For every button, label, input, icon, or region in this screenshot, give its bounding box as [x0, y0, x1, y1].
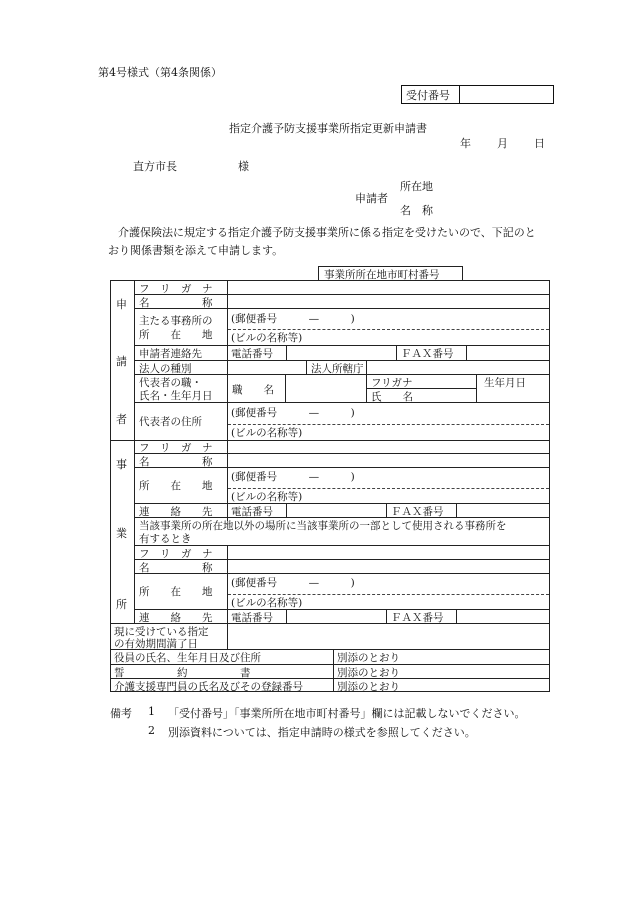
receipt-box: [401, 85, 554, 104]
note-2-number: 2: [148, 724, 155, 737]
rep-address-label: 代表者の住所: [139, 416, 202, 428]
business-section-char-2: 業: [116, 527, 127, 540]
validity-label-2: の有効期間満了日: [114, 638, 198, 650]
business-phone-label: 電話番号: [231, 506, 273, 518]
applicant-contact-label: 申請者連絡先: [139, 348, 202, 360]
rep-title-label-2: 氏名・生年月日: [139, 390, 213, 402]
branch-building-name[interactable]: (ビルの名称等): [231, 597, 303, 609]
addressee: 直方市長: [133, 160, 177, 173]
main-office-label-2: 所 在 地: [139, 329, 213, 341]
date-day: 日: [534, 137, 545, 150]
branch-furigana-label: フ リ ガ ナ: [139, 548, 213, 560]
business-building-name[interactable]: (ビルの名称等): [231, 491, 303, 503]
specialists-value: 別添のとおり: [337, 681, 400, 693]
business-furigana-label: フ リ ガ ナ: [139, 442, 213, 454]
applicant-section-char-2: 請: [116, 355, 127, 368]
pledge-value: 別添のとおり: [337, 667, 400, 679]
branch-name-label: 名 称: [139, 562, 213, 574]
applicant-section-char-3: 者: [116, 413, 127, 426]
applicant-name-label: 名 称: [139, 297, 213, 309]
intro-line-1: 介護保険法に規定する指定介護予防支援事業所に係る指定を受けたいので、下記のと: [118, 226, 536, 239]
branch-fax-label: ＦＡＸ番号: [391, 612, 444, 624]
note-2-text: 別添資料については、指定申請時の様式を参照してください。: [168, 726, 476, 739]
applicant-address-label: 所在地: [400, 180, 433, 193]
officers-label: 役員の氏名、生年月日及び住所: [114, 652, 261, 664]
rep-building-name[interactable]: (ビルの名称等): [231, 427, 303, 439]
business-fax-label: ＦＡＸ番号: [391, 506, 444, 518]
main-office-label-1: 主たる事務所の: [139, 315, 213, 327]
honorific: 様: [238, 160, 249, 173]
birth-date-label: 生年月日: [484, 377, 526, 389]
branch-phone-label: 電話番号: [231, 612, 273, 624]
branch-postal-code[interactable]: (郵便番号 — ): [231, 577, 355, 589]
notes-label: 備考: [110, 707, 132, 720]
applicant-name-label: 名 称: [400, 204, 433, 217]
receipt-label: 受付番号: [406, 89, 450, 102]
date-month: 月: [497, 137, 508, 150]
applicant-building-name[interactable]: (ビルの名称等): [231, 332, 303, 344]
document-title: 指定介護予防支援事業所指定更新申請書: [229, 122, 427, 135]
position-label: 職 名: [232, 384, 274, 396]
branch-note-line-1: 当該事業所の所在地以外の場所に当該事業所の一部として使用される事務所を: [139, 520, 507, 532]
branch-contact-label: 連 絡 先: [139, 612, 213, 624]
applicant-fax-label: ＦＡＸ番号: [401, 348, 454, 360]
business-name-label: 名 称: [139, 456, 213, 468]
date-year: 年: [460, 137, 471, 150]
business-postal-code[interactable]: (郵便番号 — ): [231, 471, 355, 483]
branch-note-line-2: 有するとき: [139, 533, 192, 545]
business-section-char-1: 事: [116, 458, 127, 471]
pledge-label: 誓 約 書: [114, 667, 251, 679]
business-address-label: 所 在 地: [139, 480, 213, 492]
intro-line-2: おり関係書類を添えて申請します。: [108, 244, 284, 257]
applicant-phone-label: 電話番号: [231, 348, 273, 360]
validity-label-1: 現に受けている指定: [114, 626, 209, 638]
rep-name-label: 氏 名: [371, 391, 413, 403]
rep-postal-code[interactable]: (郵便番号 — ): [231, 407, 355, 419]
specialists-label: 介護支援専門員の氏名及びその登録番号: [114, 681, 303, 693]
applicant-label: 申請者: [355, 192, 388, 205]
business-contact-label: 連 絡 先: [139, 506, 213, 518]
municipality-code-label: 事業所所在地市町村番号: [324, 269, 440, 281]
applicant-postal-code[interactable]: (郵便番号 — ): [231, 313, 355, 325]
branch-address-label: 所 在 地: [139, 586, 213, 598]
note-1-number: 1: [148, 705, 155, 718]
corp-type-label: 法人の種別: [139, 363, 192, 375]
business-section-char-3: 所: [116, 598, 127, 611]
form-id: 第4号様式（第4条関係）: [98, 66, 222, 79]
rep-title-label-1: 代表者の職・: [139, 377, 202, 389]
rep-furigana-label: フリガナ: [371, 377, 413, 389]
applicant-section-char-1: 申: [116, 298, 127, 311]
note-1-text: 「受付番号」「事業所所在地市町村番号」欄には記載しないでください。: [168, 707, 526, 720]
applicant-furigana-label: フ リ ガ ナ: [139, 283, 213, 295]
corp-authority-label: 法人所轄庁: [311, 363, 364, 375]
officers-value: 別添のとおり: [337, 652, 400, 664]
